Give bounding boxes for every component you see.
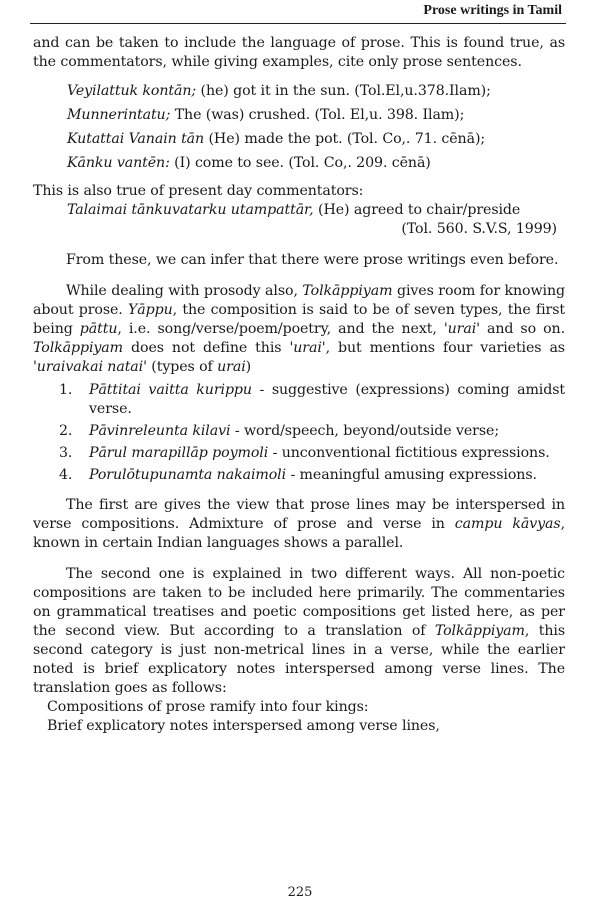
translation-line: Brief explicatory notes interspersed among verse lines, — [47, 718, 440, 734]
variety-term: Porulōtupunamta nakaimoli — [89, 467, 287, 483]
example-gloss: (I) come to see. (Tol. Co,. 209. cēnā) — [169, 155, 431, 171]
quote-term: Talaimai tānkuvatarku utampattār, — [67, 202, 314, 218]
variety-number: 2. — [59, 423, 73, 439]
variety-item — [33, 466, 565, 485]
quote-block — [33, 201, 565, 239]
variety-desc: - word/speech, beyond/outside verse; — [230, 423, 500, 439]
varieties-list — [33, 381, 565, 485]
running-head: Prose writings in Tamil — [423, 3, 562, 18]
variety-desc: - unconventional fictitious expressions. — [268, 445, 550, 461]
paragraph-inference: From these, we can infer that there were prose writings even before. — [66, 252, 559, 268]
variety-number: 1. — [59, 382, 73, 398]
example-gloss: (he) got it in the sun. (Tol.El,u.378.Ilam); — [196, 83, 491, 99]
example-item — [33, 82, 565, 101]
example-term: Veyilattuk kontān; — [67, 83, 197, 99]
variety-desc: - meaningful amusing expressions. — [286, 467, 537, 483]
paragraph-second-view: The second one is explained in two different ways. All non-poetic compositions are taken to be included here primarily. The commentaries on grammatical treatises and poetic compositions get listed here, as per the second view. But according to a translation of Tolkāppiyam, this second category is just non-metrical lines in a verse, while the earlier noted is brief explicatory notes interspersed among verse lines. The translation goes as follows: — [33, 566, 565, 696]
example-item — [33, 154, 565, 173]
example-item — [33, 106, 565, 125]
paragraph-opening: and can be taken to include the language of prose. This is found true, as the commentators, while giving examples, cite only prose sentences. — [33, 35, 565, 70]
variety-term: Pārul marapillāp poymoli — [89, 445, 269, 461]
body-text — [33, 34, 565, 736]
quote-line — [67, 201, 565, 220]
variety-term: Pāvinreleunta kilavi — [89, 423, 231, 439]
example-gloss: The (was) crushed. (Tol. El,u. 398. Ilam); — [170, 107, 465, 123]
example-term: Kutattai Vanain tān — [67, 131, 205, 147]
page-number: 225 — [287, 885, 313, 900]
quote-reference: (Tol. 560. S.V.S, 1999) — [401, 221, 557, 237]
variety-item — [33, 422, 565, 441]
example-item — [33, 130, 565, 149]
example-term: Kānku vantēn: — [67, 155, 170, 171]
example-term: Munnerintatu; — [67, 107, 171, 123]
example-gloss: (He) made the pot. (Tol. Co,. 71. cēnā); — [204, 131, 486, 147]
variety-desc: - suggestive (expressions) coming amidst verse. — [89, 382, 565, 417]
quote-gloss: (He) agreed to chair/preside — [313, 202, 521, 218]
paragraph-first-view: The first are gives the view that prose lines may be interspersed in verse compositions. Admixture of prose and verse in campu kāvyas, known in certain Indian languages shows a parallel. — [33, 497, 565, 551]
variety-item — [33, 381, 565, 419]
variety-item — [33, 444, 565, 463]
paragraph-prosody: While dealing with prosody also, Tolkāppiyam gives room for knowing about prose. Yāppu, the composition is said to be of seven types, the first being pāttu, i.e. song/verse/poem/poetry, and the next, 'urai' and so on. Tolkāppiyam does not define this 'urai', but mentions four varieties as 'uraivakai natai' (types of urai) — [33, 283, 565, 375]
example-list — [33, 82, 565, 173]
header-rule — [30, 23, 566, 24]
variety-term: Pāttitai vaitta kurippu — [89, 382, 252, 398]
translation-line: Compositions of prose ramify into four kings: — [47, 699, 369, 715]
paragraph-commentators: This is also true of present day commentators: — [33, 183, 364, 199]
variety-number: 3. — [59, 445, 73, 461]
variety-number: 4. — [59, 467, 73, 483]
